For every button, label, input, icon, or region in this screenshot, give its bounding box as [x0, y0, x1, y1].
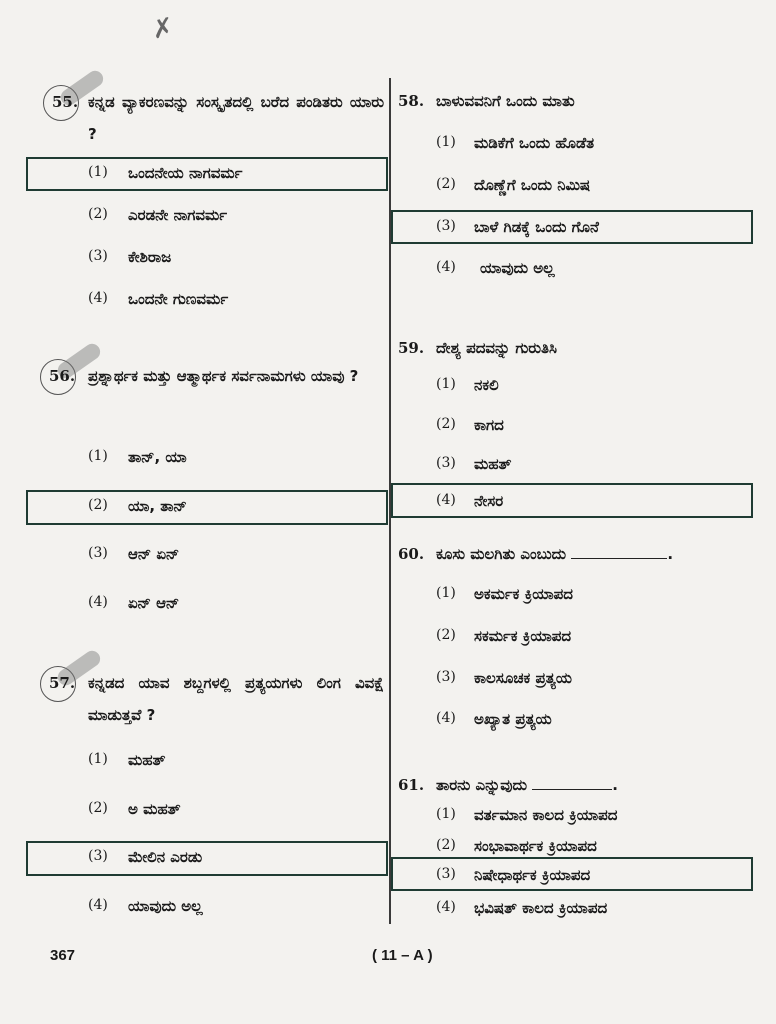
option-number: (2)	[88, 206, 108, 222]
question-text: ಪ್ರಶ್ನಾರ್ಥಕ ಮತ್ತು ಆತ್ಮಾರ್ಥಕ ಸರ್ವನಾಮಗಳು ಯಾವು ?	[88, 367, 359, 385]
answer-highlight-box	[26, 490, 388, 525]
option-number: (1)	[436, 134, 456, 150]
question-number: 60.	[398, 545, 425, 563]
option-text: ಯಾವುದು ಅಲ್ಲ	[128, 897, 203, 915]
option-text: ಎರಡನೇ ನಾಗವರ್ಮ	[128, 206, 228, 224]
option-text: ತಾನ್, ಯಾ	[128, 448, 187, 466]
option-text: ಏನ್ ಆನ್	[128, 594, 180, 612]
option-number: (1)	[436, 376, 456, 392]
question-text: ಕನ್ನಡ ವ್ಯಾಕರಣವನ್ನು ಸಂಸ್ಕೃತದಲ್ಲಿ ಬರೆದ ಪಂಡಿತರು ಯಾರು ?	[88, 93, 384, 143]
option-text: ಮಹತ್	[128, 751, 166, 769]
option-number: (3)	[88, 545, 108, 561]
question-text: ಕೂಸು ಮಲಗಿತು ಎಂಬುದು	[436, 545, 567, 563]
option-text: ಕೇಶಿರಾಜ	[128, 248, 172, 266]
question-text-suffix: .	[667, 545, 674, 563]
option-text: ಸಕರ್ಮಕ ಕ್ರಿಯಾಪದ	[474, 627, 572, 645]
blank-line	[532, 789, 612, 790]
question-number: 58.	[398, 92, 425, 110]
option-text: ಯಾವುದು ಅಲ್ಲ	[480, 259, 555, 277]
option-text: ಒಂದನೇಯ ನಾಗವರ್ಮ	[128, 164, 243, 182]
blank-line	[571, 558, 667, 559]
option-number: (3)	[436, 455, 456, 471]
option-text: ಮಹತ್	[474, 455, 512, 473]
option-number: (2)	[436, 416, 456, 432]
question-number: 61.	[398, 776, 425, 794]
option-text: ಬಾಳೆ ಗಿಡಕ್ಕೆ ಒಂದು ಗೊನೆ	[474, 218, 599, 236]
option-text: ಯಾ, ತಾನ್	[128, 497, 187, 515]
option-number: (2)	[436, 176, 456, 192]
page-number: 367	[50, 947, 76, 964]
option-text: ಅಖ್ಯಾತ ಪ್ರತ್ಯಯ	[474, 710, 552, 728]
question-number: 55.	[52, 93, 79, 111]
option-text: ಒಂದನೇ ಗುಣವರ್ಮ	[128, 290, 229, 308]
option-text: ಆನ್ ಏನ್	[128, 545, 180, 563]
option-text: ಸಂಭಾವಾರ್ಥಕ ಕ್ರಿಯಾಪದ	[474, 837, 597, 855]
option-text: ನಕಲಿ	[474, 376, 499, 394]
option-text: ಮಡಿಕೆಗೆ ಒಂದು ಹೊಡೆತ	[474, 134, 595, 152]
option-number: (4)	[436, 899, 456, 915]
question-text: ಬಾಳುವವನಿಗೆ ಒಂದು ಮಾತು	[436, 92, 575, 110]
question-text: ತಾರನು ಎನ್ನುವುದು	[436, 776, 527, 794]
booklet-code: ( 11 – A )	[372, 947, 433, 964]
question-text-line	[436, 538, 756, 570]
option-number: (4)	[436, 710, 456, 726]
option-number: (1)	[88, 448, 108, 464]
option-text: ಮೇಲಿನ ಎರಡು	[128, 848, 203, 866]
option-number: (1)	[88, 751, 108, 767]
option-number: (4)	[88, 897, 108, 913]
option-number: (2)	[436, 627, 456, 643]
option-number: (2)	[88, 800, 108, 816]
question-number: 59.	[398, 339, 425, 357]
option-number: (2)	[88, 497, 108, 513]
option-number: (4)	[436, 259, 456, 275]
option-number: (3)	[436, 218, 456, 234]
answer-highlight-box	[26, 841, 388, 876]
option-text: ಅಕರ್ಮಕ ಕ್ರಿಯಾಪದ	[474, 585, 573, 603]
question-text-suffix: .	[612, 776, 618, 794]
question-number: 56.	[49, 367, 76, 385]
option-text: ವರ್ತಮಾನ ಕಾಲದ ಕ್ರಿಯಾಪದ	[474, 806, 618, 824]
question-text: ಕನ್ನಡದ ಯಾವ ಶಬ್ದಗಳಲ್ಲಿ ಪ್ರತ್ಯಯಗಳು ಲಿಂಗ ವಿವಕ್ಷೆ ಮಾಡುತ್ತವೆ ?	[88, 674, 384, 724]
option-text: ಕಾಗದ	[474, 416, 504, 434]
question-number: 57.	[49, 674, 76, 692]
option-number: (1)	[88, 164, 108, 180]
option-text: ಕಾಲಸೂಚಕ ಪ್ರತ್ಯಯ	[474, 669, 572, 687]
pen-mark: ✗	[149, 12, 177, 46]
option-number: (1)	[436, 585, 456, 601]
question-text-line	[436, 769, 756, 801]
option-text: ನೇಸರ	[474, 492, 504, 510]
option-number: (4)	[436, 492, 456, 508]
option-text: ನಿಷೇಧಾರ್ಥಕ ಕ್ರಿಯಾಪದ	[474, 866, 591, 884]
option-number: (4)	[88, 594, 108, 610]
option-text: ಅ ಮಹತ್	[128, 800, 181, 818]
option-number: (4)	[88, 290, 108, 306]
question-text: ದೇಶ್ಯ ಪದವನ್ನು ಗುರುತಿಸಿ	[436, 339, 557, 357]
option-number: (3)	[88, 848, 108, 864]
option-number: (3)	[88, 248, 108, 264]
option-number: (1)	[436, 806, 456, 822]
option-text: ದೊಣ್ಣೆಗೆ ಒಂದು ನಿಮಿಷ	[474, 176, 591, 194]
option-number: (3)	[436, 866, 456, 882]
option-text: ಭವಿಷತ್ ಕಾಲದ ಕ್ರಿಯಾಪದ	[474, 899, 608, 917]
option-number: (2)	[436, 837, 456, 853]
option-number: (3)	[436, 669, 456, 685]
